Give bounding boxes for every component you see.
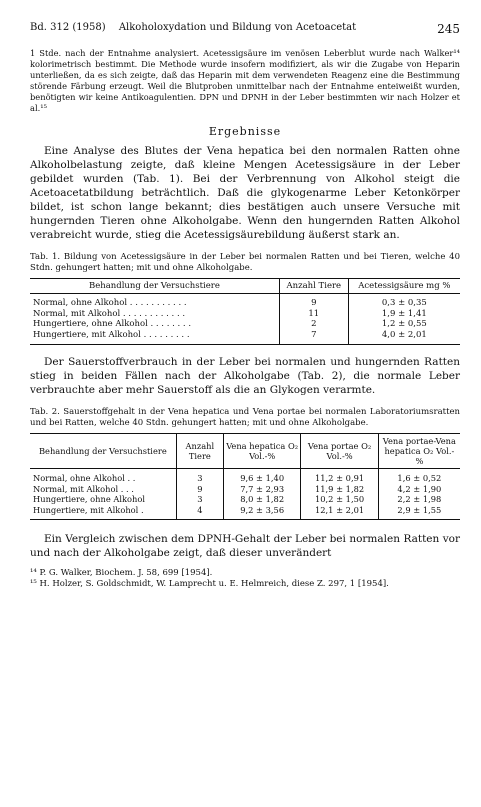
table2-header-count: Anzahl Tiere (176, 434, 223, 469)
table2-header-hepatica: Vena hepatica O₂ Vol.-% (223, 434, 300, 469)
table-row (30, 330, 460, 345)
table-cell: 7,7 ± 2,93 (223, 484, 300, 495)
table-cell: 3 (176, 469, 223, 484)
page-number: 245 (437, 22, 460, 36)
results-paragraph-2: Der Sauerstoffverbrauch in der Leber bei normalen und hungernden Ratten stieg in beiden Fällen nach der Alkoholgabe (Tab. 2), die normale Leber verbrauchte aber mehr Sauerstoff als die an Glykogen verarmte. (30, 356, 460, 396)
table-cell: 9 (176, 484, 223, 495)
table-row (30, 484, 460, 495)
footnote-14: ¹⁴ P. G. Walker, Biochem. J. 58, 699 [1954]. (30, 568, 213, 578)
table2-header-difference: Vena portae-Vena hepatica O₂ Vol.-% (378, 434, 460, 469)
table-cell: 2,2 ± 1,98 (378, 494, 460, 505)
intro-paragraph: 1 Stde. nach der Entnahme analysiert. Acetessigsäure im venösen Leberblut wurde nach Walker¹⁴ kolorimetrisch bestimmt. Die Methode wurde insofern modifiziert, als wir die Zugabe von Heparin unterließen, da es sich zeigte, daß das Heparin mit dem verwendeten Reagenz eine die Bestimmung störende Färbung erzeugt. Weil die Blutproben unmittelbar nach der Entnahme enteiweißt wurden, benötigten wir keine Antikoagulentien. DPN und DPNH in der Leber bestimmten wir nach Holzer et al.¹⁵ (30, 48, 460, 113)
table-row (30, 319, 460, 330)
table-cell: 0,3 ± 0,35 (348, 294, 460, 309)
footnote-15: ¹⁵ H. Holzer, S. Goldschmidt, W. Lamprecht u. E. Helmreich, diese Z. 297, 1 [1954]. (30, 579, 389, 589)
table1-header-count: Anzahl Tiere (279, 279, 348, 294)
table1 (30, 278, 460, 345)
table-cell: 11,9 ± 1,82 (301, 484, 378, 495)
table-row (30, 469, 460, 484)
table-cell: Hungertiere, mit Alkohol . . . . . . . . . (33, 329, 190, 340)
table-cell: Hungertiere, ohne Alkohol . . . . . . . . (33, 319, 192, 329)
table1-caption: Tab. 1. Bildung von Acetessigsäure in der Leber bei normalen Ratten und bei Tieren, welche 40 Stdn. gehungert hatten; mit und ohne Alkoholgabe. (30, 252, 460, 273)
table-cell: 8,0 ± 1,82 (223, 494, 300, 505)
table-cell: 2,9 ± 1,55 (378, 505, 460, 520)
table-cell: 4 (176, 505, 223, 520)
table2-caption: Tab. 2. Sauerstoffgehalt in der Vena hepatica und Vena portae bei normalen Laboratoriumsratten und bei Ratten, welche 40 Stdn. gehungert hatten; mit und ohne Alkoholgabe. (30, 407, 460, 428)
table-cell: 7 (279, 330, 348, 345)
table2-header-treatment: Behandlung der Versuchstiere (38, 446, 167, 456)
table-cell: 4,0 ± 2,01 (348, 330, 460, 345)
table-cell: 9,2 ± 3,56 (223, 505, 300, 520)
table-cell: Normal, mit Alkohol . . . (33, 483, 134, 494)
table-cell: 4,2 ± 1,90 (378, 484, 460, 495)
table1-header-treatment: Behandlung der Versuchstiere (88, 281, 220, 291)
volume-label: Bd. 312 (1958) (30, 22, 106, 33)
table-cell: 12,1 ± 2,01 (301, 505, 378, 520)
results-paragraph-1: Eine Analyse des Blutes der Vena hepatica bei den normalen Ratten ohne Alkoholbelastung zeigte, daß kleine Mengen Acetessigsäure in der Leber gebildet wurden (Tab. 1). Bei der Verbrennung von Alkohol steigt die Acetoacetatbildung beträchtlich. Daß die glykogenarme Leber Ketonkörper bildet, ist schon lange bekannt; dies bestätigen auch unsere Versuche mit hungernden Tieren ohne Alkoholgabe. Wenn den hungernden Ratten Alkohol verabreicht wurde, stieg die Acetessigsäurebildung äußerst stark an. (30, 145, 460, 241)
results-paragraph-3: Ein Vergleich zwischen dem DPNH-Gehalt der Leber bei normalen Ratten vor und nach der Alkoholgabe zeigt, daß dieser unverändert (30, 533, 460, 559)
table-row (30, 294, 460, 309)
table-cell: Normal, ohne Alkohol . . . . . . . . . . . (33, 298, 187, 308)
table-cell: 10,2 ± 1,50 (301, 494, 378, 505)
table-cell: Normal, ohne Alkohol . . (33, 473, 136, 483)
table1-header-acetoacetate: Acetessigsäure mg % (348, 279, 460, 294)
table-row (30, 309, 460, 320)
table-cell: 9,6 ± 1,40 (223, 469, 300, 484)
table-cell: Hungertiere, ohne Alkohol (33, 494, 146, 504)
table-cell: 3 (176, 494, 223, 505)
table-cell: Normal, mit Alkohol . . . . . . . . . . . . (33, 308, 186, 319)
page (30, 22, 460, 590)
running-header (30, 22, 460, 36)
table-cell: 1,6 ± 0,52 (378, 469, 460, 484)
table-row (30, 505, 460, 520)
section-title: Ergebnisse (208, 125, 282, 138)
table-cell: 9 (279, 294, 348, 309)
footnotes (30, 568, 460, 590)
table-cell: 11 (279, 309, 348, 320)
table2-header-portae: Vena portae O₂ Vol.-% (301, 434, 378, 469)
table2 (30, 433, 460, 520)
table-cell: 2 (279, 319, 348, 330)
table-row (30, 494, 460, 505)
table-cell: 1,2 ± 0,55 (348, 319, 460, 330)
table-cell: 11,2 ± 0,91 (301, 469, 378, 484)
running-title: Alkoholoxydation und Bildung von Acetoacetat (118, 22, 357, 33)
table-cell: 1,9 ± 1,41 (348, 309, 460, 320)
table-cell: Hungertiere, mit Alkohol . (33, 504, 144, 515)
